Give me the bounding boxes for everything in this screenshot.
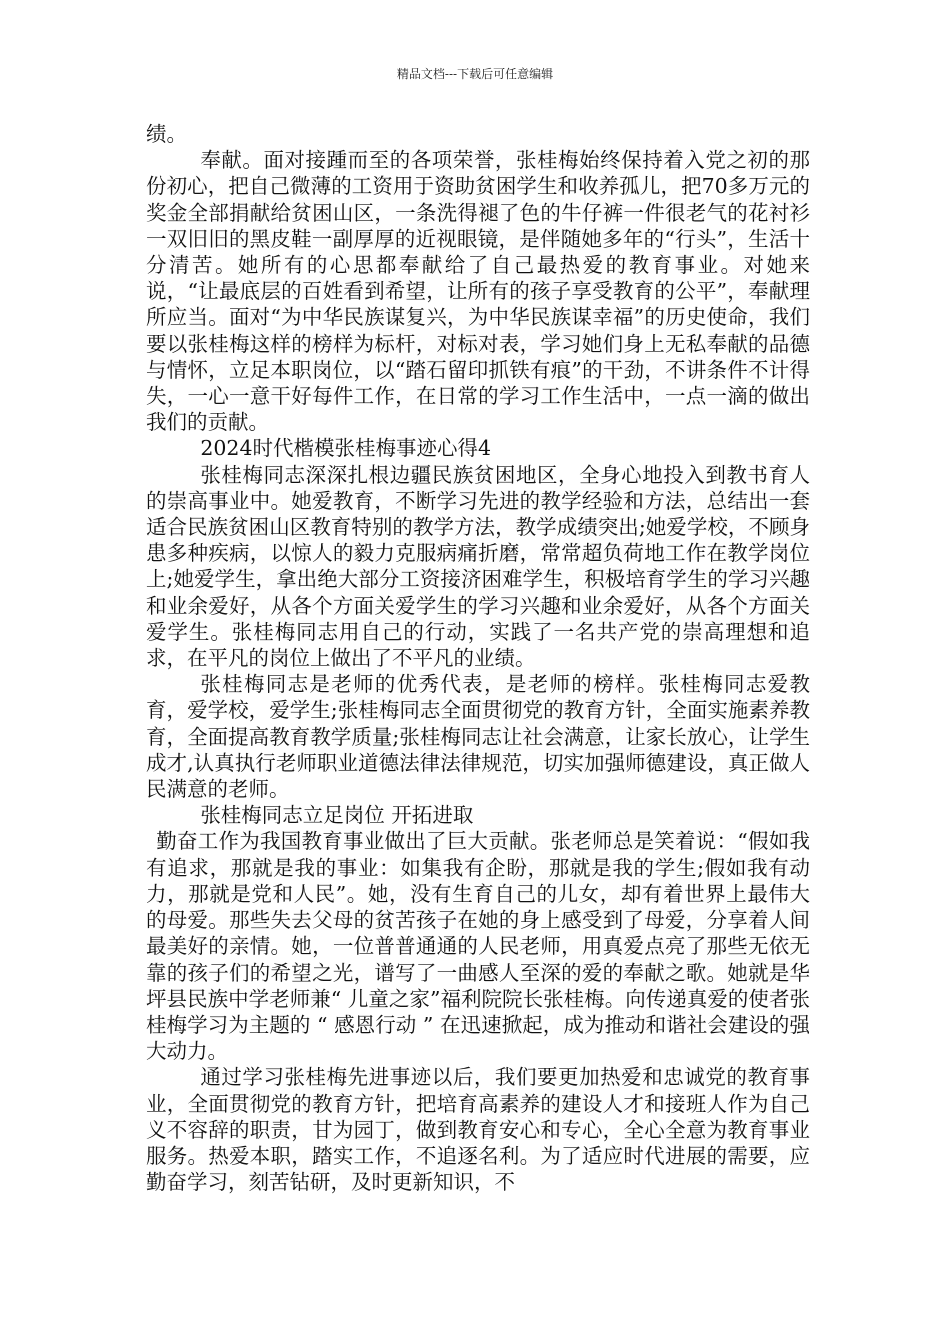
page-header: 精品文档---下载后可任意编辑	[396, 67, 554, 81]
paragraph-dedication: 奉献。面对接踵而至的各项荣誉，张桂梅始终保持着入党之初的那份初心，把自己微薄的工资用于资助贫困学生和收养孤儿，把70多万元的奖金全部捐献给贫困山区，一条洗得褪了色的牛仔裤一件很老气的花衬衫一双旧旧的黑皮鞋一副厚厚的近视眼镜，是伴随她多年的“行头”，生活十分清苦。她所有的心思都奉献给了自己最热爱的教育事业。对她来说，“让最底层的百姓看到希望，让所有的孩子享受教育的公平”，奉献理所应当。面对“为中华民族谋复兴，为中华民族谋幸福”的历史使命，我们要以张桂梅这样的榜样为标杆，对标对表，学习她们身上无私奉献的品德与情怀，立足本职岗位，以“踏石留印抓铁有痕”的干劲，不讲条件不计得失，一心一意干好每件工作，在日常的学习工作生活中，一点一滴的做出我们的贡献。	[146, 148, 810, 435]
document-body	[146, 121, 810, 1195]
paragraph-teacher-model: 张桂梅同志是老师的优秀代表，是老师的榜样。张桂梅同志爱教育，爱学校，爱学生;张桂梅同志全面贯彻党的教育方针，全面实施素养教育，全面提高教育教学质量;张桂梅同志让社会满意，让家长放心，让学生成才,认真执行老师职业道德法律法律规范，切实加强师德建设，真正做人民满意的老师。	[146, 672, 810, 802]
paragraph-diligent-work: 勤奋工作为我国教育事业做出了巨大贡献。张老师总是笑着说：“假如我有追求，那就是我的事业：如集我有企盼，那就是我的学生;假如我有动力，那就是党和人民”。她，没有生育自己的儿女，却有着世界上最伟大的母爱。那些失去父母的贫苦孩子在她的身上感受到了母爱，分享着人间最美好的亲情。她，一位普普通通的人民老师，用真爱点亮了那些无依无靠的孩子们的希望之光，谱写了一曲感人至深的爱的奉献之歌。她就是华坪县民族中学老师兼“ 儿童之家”福利院院长张桂梅。向传递真爱的使者张桂梅学习为主题的 “ 感恩行动 ” 在迅速掀起，成为推动和谐社会建设的强大动力。	[146, 829, 810, 1064]
paragraph-rooted-in-border: 张桂梅同志深深扎根边疆民族贫困地区，全身心地投入到教书育人的崇高事业中。她爱教育，不断学习先进的教学经验和方法，总结出一套适合民族贫困山区教育特别的教学方法，教学成绩突出;她爱学校，不顾身患多种疾病，以惊人的毅力克服病痛折磨，常常超负荷地工作在教学岗位上;她爱学生，拿出绝大部分工资接济困难学生，积极培育学生的学习兴趣和业余爱好，从各个方面关爱学生的学习兴趣和业余爱好，从各个方面关爱学生。张桂梅同志用自己的行动，实践了一名共产党的崇高理想和追求，在平凡的岗位上做出了不平凡的业绩。	[146, 462, 810, 671]
paragraph-after-learning: 通过学习张桂梅先进事迹以后，我们要更加热爱和忠诚党的教育事业，全面贯彻党的教育方针，把培育高素养的建设人才和接班人作为自己义不容辞的职责，甘为园丁，做到教育安心和专心，全心全意为教育事业服务。热爱本职，踏实工作，不追逐名利。为了适应时代进展的需要，应勤奋学习，刻苦钻研，及时更新知识，不	[146, 1065, 810, 1195]
section-heading-pioneering: 张桂梅同志立足岗位 开拓进取	[200, 803, 474, 828]
paragraph-fragment-end: 绩。	[146, 122, 187, 146]
section-heading-reflection-4: 2024时代楷模张桂梅事迹心得4	[200, 436, 492, 461]
